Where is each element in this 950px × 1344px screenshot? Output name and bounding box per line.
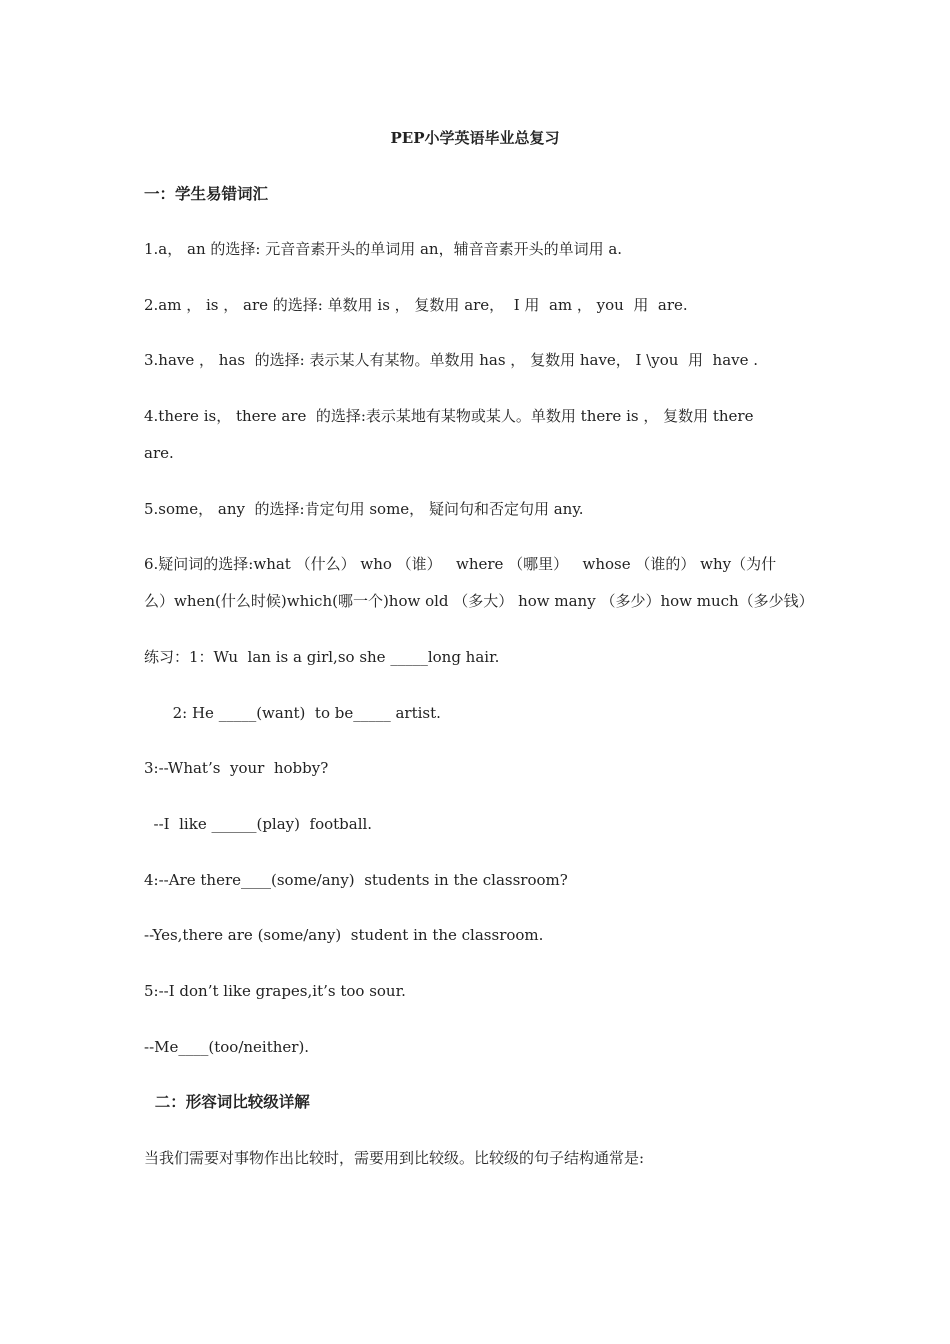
exercise-line-1: 练习：1：Wu lan is a girl,so she _____long hair.: [144, 648, 500, 666]
section1-heading: 一：学生易错词汇: [144, 184, 269, 203]
exercise-line-3: 3:--What’s your hobby?: [144, 759, 329, 777]
section2-intro: 当我们需要对事物作出比较时，需要用到比较级。比较级的句子结构通常是:: [144, 1149, 645, 1167]
exercise-line-4: --I like ______(play) football.: [144, 815, 373, 833]
exercise-line-5: 4:--Are there____(some/any) students in the classroom?: [144, 871, 568, 889]
section1-item-2: 2.am ， is ， are 的选择: 单数用 is ， 复数用 are， I 用 am ， you 用 are.: [144, 296, 688, 314]
document-title: PEP小学英语毕业总复习: [390, 129, 560, 147]
exercise-line-7: 5:--I don’t like grapes,it’s too sour.: [144, 982, 406, 1000]
section2-heading: 二：形容词比较级详解: [144, 1092, 310, 1111]
section1-item-6-cont: 么）when(什么时候)which(哪一个)how old （多大） how many （多少）how much（多少钱）: [144, 592, 814, 610]
section1-item-1: 1.a， an 的选择: 元音音素开头的单词用 an，辅音音素开头的单词用 a.: [144, 240, 623, 258]
section1-item-6: 6.疑问词的选择:what （什么） who （谁） where （哪里） whose （谁的） why（为什: [144, 555, 777, 573]
exercise-line-6: --Yes,there are (some/any) student in the classroom.: [144, 926, 544, 944]
section1-item-4: 4.there is， there are 的选择:表示某地有某物或某人。单数用 there is ， 复数用 there: [144, 407, 754, 425]
exercise-line-2: 2: He _____(want) to be_____ artist.: [144, 704, 441, 722]
section1-item-4-cont: are.: [144, 444, 174, 462]
exercise-line-8: --Me____(too/neither).: [144, 1038, 310, 1056]
section1-item-5: 5.some， any 的选择:肯定句用 some， 疑问句和否定句用 any.: [144, 500, 584, 518]
section1-item-3: 3.have ， has 的选择: 表示某人有某物。单数用 has ， 复数用 have， I \you 用 have .: [144, 351, 759, 369]
